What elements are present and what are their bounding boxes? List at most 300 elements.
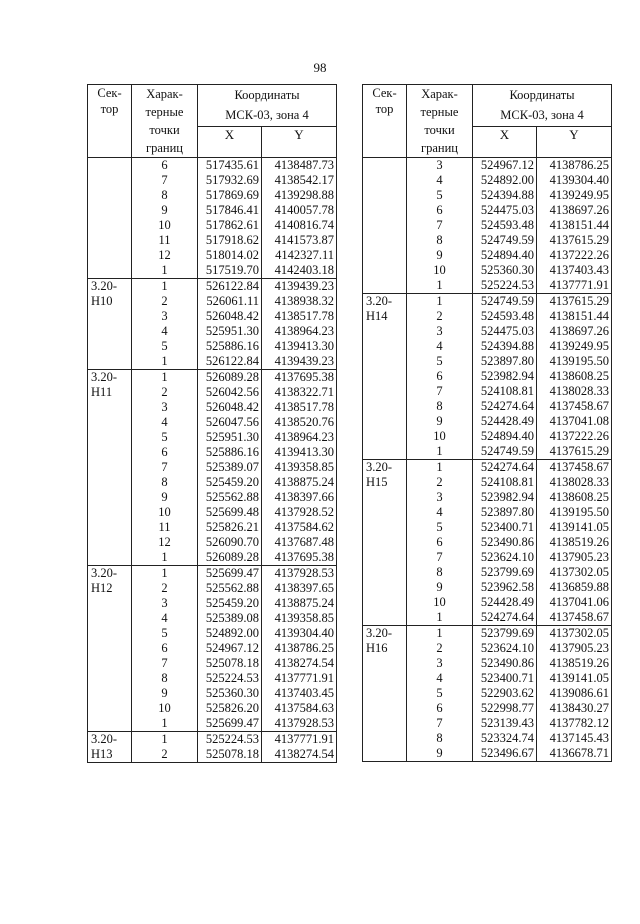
y-cell: 4139413.30 <box>262 339 337 354</box>
x-cell: 524749.59 <box>473 294 537 310</box>
x-cell: 525886.16 <box>198 445 262 460</box>
point-cell: 4 <box>161 415 168 429</box>
x-cell: 525562.88 <box>198 490 262 505</box>
point-cell: 11 <box>158 233 171 247</box>
point-cell: 1 <box>161 263 168 277</box>
table-row <box>363 701 612 716</box>
sector-cell <box>88 203 132 218</box>
point-cell: 4 <box>436 505 443 519</box>
x-cell: 525389.07 <box>198 460 262 475</box>
x-cell: 524749.59 <box>473 233 537 248</box>
table-row <box>363 324 612 339</box>
sector-cell <box>363 263 407 278</box>
point-cell: 9 <box>436 580 443 594</box>
sector-cell <box>363 505 407 520</box>
point-cell: 7 <box>436 716 443 730</box>
x-cell: 526122.84 <box>198 279 262 295</box>
table-row <box>88 490 337 505</box>
table-row <box>88 158 337 174</box>
y-cell: 4138964.23 <box>262 430 337 445</box>
sector-cell <box>363 233 407 248</box>
x-cell: 524274.64 <box>473 610 537 626</box>
table-row <box>363 716 612 731</box>
x-cell: 517918.62 <box>198 233 262 248</box>
point-cell: 6 <box>436 369 443 383</box>
y-cell: 4138608.25 <box>537 369 612 384</box>
point-cell: 1 <box>132 732 198 748</box>
y-cell: 4138430.27 <box>537 701 612 716</box>
y-cell: 4137905.23 <box>537 550 612 565</box>
point-cell: 9 <box>161 490 168 504</box>
y-cell: 4140057.78 <box>262 203 337 218</box>
y-cell: 4139249.95 <box>537 339 612 354</box>
sector-cell <box>363 218 407 233</box>
y-header: Y <box>537 127 612 158</box>
y-cell: 4137403.43 <box>537 263 612 278</box>
y-cell: 4137584.62 <box>262 520 337 535</box>
point-cell: 1 <box>407 460 473 476</box>
x-cell: 525886.16 <box>198 339 262 354</box>
x-cell: 525078.18 <box>198 656 262 671</box>
point-cell: 8 <box>161 671 168 685</box>
sector-cell: 3.20- <box>363 626 407 642</box>
x-cell: 526089.28 <box>198 550 262 566</box>
sector-header-line: тор <box>375 102 394 116</box>
y-cell: 4138274.54 <box>262 747 337 763</box>
y-cell: 4138519.26 <box>537 656 612 671</box>
sector-cell <box>363 248 407 263</box>
y-cell: 4137615.29 <box>537 233 612 248</box>
y-cell: 4137222.26 <box>537 429 612 444</box>
point-cell: 2 <box>161 385 168 399</box>
sector-cell <box>363 550 407 565</box>
point-cell: 3 <box>407 158 473 174</box>
y-cell: 4139195.50 <box>537 354 612 369</box>
sector-cell <box>363 399 407 414</box>
sector-cell: 3.20- <box>88 279 132 295</box>
point-cell: 3 <box>161 309 168 323</box>
x-cell: 525699.47 <box>198 716 262 732</box>
sector-cell <box>88 716 132 732</box>
point-cell: 10 <box>158 218 171 232</box>
y-cell: 4137771.91 <box>262 671 337 686</box>
table-row <box>363 535 612 550</box>
point-cell: 1 <box>436 610 443 624</box>
x-cell: 523400.71 <box>473 671 537 686</box>
y-cell: 4137584.63 <box>262 701 337 716</box>
table-row <box>88 173 337 188</box>
table-row <box>363 444 612 460</box>
coords-header <box>198 85 337 127</box>
y-cell: 4137771.91 <box>537 278 612 294</box>
y-cell: 4138697.26 <box>537 203 612 218</box>
points-header-line: Харак- <box>421 87 458 101</box>
x-cell: 525224.53 <box>198 671 262 686</box>
sector-cell <box>88 490 132 505</box>
coords-header-line: Координаты <box>234 88 300 102</box>
y-cell: 4138517.78 <box>262 400 337 415</box>
points-header-line: Харак- <box>146 87 183 101</box>
table-row <box>363 399 612 414</box>
point-cell: 5 <box>436 354 443 368</box>
y-cell: 4139439.23 <box>262 279 337 295</box>
sector-cell <box>363 278 407 294</box>
y-cell: 4139413.30 <box>262 445 337 460</box>
point-cell: 10 <box>433 595 446 609</box>
y-header: Y <box>262 127 337 158</box>
sector-cell <box>88 430 132 445</box>
sector-cell <box>88 263 132 279</box>
x-cell: 523799.69 <box>473 626 537 642</box>
y-cell: 4138520.76 <box>262 415 337 430</box>
table-row <box>88 566 337 582</box>
table-row <box>363 369 612 384</box>
y-cell: 4138517.78 <box>262 309 337 324</box>
table-row <box>88 611 337 626</box>
y-cell: 4139358.85 <box>262 611 337 626</box>
point-cell: 5 <box>161 626 168 640</box>
point-cell: 9 <box>436 248 443 262</box>
table-row <box>88 716 337 732</box>
sector-cell <box>88 248 132 263</box>
table-row <box>88 535 337 550</box>
sector-cell <box>88 520 132 535</box>
sector-cell <box>88 233 132 248</box>
sector-cell <box>88 550 132 566</box>
x-cell: 518014.02 <box>198 248 262 263</box>
x-cell: 517519.70 <box>198 263 262 279</box>
point-cell: 8 <box>436 399 443 413</box>
table-row <box>363 173 612 188</box>
y-cell: 4139304.40 <box>537 173 612 188</box>
x-cell: 523324.74 <box>473 731 537 746</box>
sector-cell <box>363 520 407 535</box>
y-cell: 4138487.73 <box>262 158 337 174</box>
point-cell: 5 <box>436 188 443 202</box>
point-cell: 7 <box>161 656 168 670</box>
point-cell: 5 <box>161 430 168 444</box>
point-cell: 7 <box>436 384 443 398</box>
table-row <box>88 430 337 445</box>
table-row <box>363 580 612 595</box>
x-cell: 523496.67 <box>473 746 537 762</box>
y-cell: 4137615.29 <box>537 444 612 460</box>
point-cell: 4 <box>161 324 168 338</box>
sector-cell <box>363 158 407 174</box>
sector-cell <box>88 445 132 460</box>
sector-cell: Н11 <box>88 385 132 400</box>
points-header-line: точки <box>149 123 180 137</box>
table-row <box>88 385 337 400</box>
sector-cell <box>88 158 132 174</box>
y-cell: 4137687.48 <box>262 535 337 550</box>
x-cell: 525360.30 <box>473 263 537 278</box>
x-cell: 523897.80 <box>473 354 537 369</box>
table-row <box>88 460 337 475</box>
y-cell: 4137458.67 <box>537 399 612 414</box>
table-row <box>88 475 337 490</box>
x-cell: 525459.20 <box>198 475 262 490</box>
point-cell: 3 <box>161 400 168 414</box>
sector-cell <box>88 611 132 626</box>
table-row <box>88 701 337 716</box>
x-cell: 524894.40 <box>473 429 537 444</box>
point-cell: 10 <box>433 263 446 277</box>
y-cell: 4138786.25 <box>262 641 337 656</box>
y-cell: 4137458.67 <box>537 460 612 476</box>
sector-cell: Н14 <box>363 309 407 324</box>
table-row <box>363 263 612 278</box>
table-row <box>88 188 337 203</box>
x-cell: 524108.81 <box>473 475 537 490</box>
table-row <box>88 626 337 641</box>
point-cell: 1 <box>161 716 168 730</box>
x-cell: 523400.71 <box>473 520 537 535</box>
sector-cell <box>363 339 407 354</box>
sector-cell <box>363 565 407 580</box>
y-cell: 4141573.87 <box>262 233 337 248</box>
y-cell: 4137695.38 <box>262 370 337 386</box>
x-cell: 524394.88 <box>473 339 537 354</box>
x-cell: 525562.88 <box>198 581 262 596</box>
point-cell: 10 <box>433 429 446 443</box>
sector-cell <box>88 596 132 611</box>
point-cell: 3 <box>436 656 443 670</box>
sector-cell <box>363 686 407 701</box>
point-cell: 1 <box>161 354 168 368</box>
table-row <box>363 188 612 203</box>
y-cell: 4137928.53 <box>262 716 337 732</box>
coords-header-line: МСК-03, зона 4 <box>500 108 584 122</box>
y-cell: 4137771.91 <box>262 732 337 748</box>
points-header-line: точки <box>424 123 455 137</box>
point-cell: 12 <box>158 535 171 549</box>
y-cell: 4139298.88 <box>262 188 337 203</box>
point-cell: 1 <box>407 294 473 310</box>
x-cell: 525951.30 <box>198 324 262 339</box>
table-row <box>363 429 612 444</box>
table-row <box>363 248 612 263</box>
y-cell: 4139086.61 <box>537 686 612 701</box>
x-cell: 524749.59 <box>473 444 537 460</box>
x-cell: 525826.20 <box>198 701 262 716</box>
sector-cell <box>363 369 407 384</box>
y-cell: 4142403.18 <box>262 263 337 279</box>
table-row <box>88 671 337 686</box>
sector-cell: Н12 <box>88 581 132 596</box>
x-cell: 526090.70 <box>198 535 262 550</box>
points-header-line: границ <box>146 141 183 155</box>
points-header-line: терные <box>145 105 184 119</box>
point-cell: 5 <box>436 520 443 534</box>
x-cell: 525224.53 <box>473 278 537 294</box>
sector-cell <box>363 595 407 610</box>
sector-cell <box>363 535 407 550</box>
table-row <box>363 339 612 354</box>
sector-cell: Н13 <box>88 747 132 763</box>
x-cell: 524892.00 <box>473 173 537 188</box>
sector-cell <box>88 218 132 233</box>
sector-cell <box>363 384 407 399</box>
sector-cell <box>363 490 407 505</box>
y-cell: 4137905.23 <box>537 641 612 656</box>
point-cell: 6 <box>161 445 168 459</box>
x-cell: 524967.12 <box>473 158 537 174</box>
sector-cell: Н15 <box>363 475 407 490</box>
sector-cell <box>88 475 132 490</box>
x-cell: 525459.20 <box>198 596 262 611</box>
coords-header <box>473 85 612 127</box>
point-cell: 1 <box>407 626 473 642</box>
x-cell: 517869.69 <box>198 188 262 203</box>
table-row <box>363 686 612 701</box>
sector-cell <box>363 671 407 686</box>
x-cell: 524394.88 <box>473 188 537 203</box>
table-row <box>88 324 337 339</box>
table-row <box>88 747 337 763</box>
x-cell: 525951.30 <box>198 430 262 445</box>
sector-cell <box>88 324 132 339</box>
table-row <box>88 263 337 279</box>
points-header <box>407 85 473 158</box>
sector-cell: 3.20- <box>88 732 132 748</box>
y-cell: 4137041.06 <box>537 595 612 610</box>
table-row <box>88 415 337 430</box>
x-cell: 522998.77 <box>473 701 537 716</box>
table-row <box>363 610 612 626</box>
page-number: 98 <box>313 60 327 75</box>
sector-cell <box>88 671 132 686</box>
x-cell: 524593.48 <box>473 309 537 324</box>
sector-cell <box>363 188 407 203</box>
sector-header <box>88 85 132 158</box>
y-cell: 4138519.26 <box>537 535 612 550</box>
table-row <box>363 354 612 369</box>
point-cell: 1 <box>132 370 198 386</box>
table-row <box>88 445 337 460</box>
points-header-line: границ <box>421 141 458 155</box>
y-cell: 4138028.33 <box>537 384 612 399</box>
x-cell: 525699.48 <box>198 505 262 520</box>
x-cell: 524967.12 <box>198 641 262 656</box>
point-cell: 9 <box>407 746 473 762</box>
coordinates-table-left <box>87 84 337 763</box>
y-cell: 4138697.26 <box>537 324 612 339</box>
table-row <box>363 309 612 324</box>
x-cell: 524894.40 <box>473 248 537 263</box>
y-cell: 4137403.45 <box>262 686 337 701</box>
sector-cell <box>363 656 407 671</box>
x-cell: 523490.86 <box>473 535 537 550</box>
sector-cell <box>363 610 407 626</box>
table-row <box>88 400 337 415</box>
y-cell: 4138608.25 <box>537 490 612 505</box>
table-row <box>363 565 612 580</box>
point-cell: 1 <box>161 550 168 564</box>
y-cell: 4137458.67 <box>537 610 612 626</box>
coords-header-line: Координаты <box>509 88 575 102</box>
point-cell: 3 <box>161 596 168 610</box>
sector-header-line: Сек- <box>97 86 122 100</box>
point-cell: 1 <box>436 444 443 458</box>
x-cell: 517846.41 <box>198 203 262 218</box>
table-row <box>88 354 337 370</box>
point-cell: 8 <box>436 233 443 247</box>
x-header: X <box>198 127 262 158</box>
table-row <box>88 550 337 566</box>
sector-cell <box>363 354 407 369</box>
table-row <box>363 641 612 656</box>
table-row <box>363 460 612 476</box>
table-row <box>363 294 612 310</box>
table-row <box>88 218 337 233</box>
x-cell: 523982.94 <box>473 369 537 384</box>
point-cell: 1 <box>436 278 443 292</box>
table-row <box>88 732 337 748</box>
points-header-line: терные <box>420 105 459 119</box>
sector-cell <box>88 656 132 671</box>
point-cell: 9 <box>161 203 168 217</box>
table-row <box>363 731 612 746</box>
x-cell: 526048.42 <box>198 400 262 415</box>
sector-cell <box>88 309 132 324</box>
point-cell: 8 <box>436 565 443 579</box>
x-cell: 526061.11 <box>198 294 262 309</box>
x-cell: 524892.00 <box>198 626 262 641</box>
point-cell: 2 <box>436 641 443 655</box>
point-cell: 7 <box>161 173 168 187</box>
point-cell: 6 <box>436 701 443 715</box>
sector-cell <box>88 505 132 520</box>
x-cell: 523982.94 <box>473 490 537 505</box>
sector-cell <box>88 188 132 203</box>
y-cell: 4137302.05 <box>537 565 612 580</box>
table-row <box>363 595 612 610</box>
table-row <box>363 746 612 762</box>
table-row <box>88 339 337 354</box>
point-cell: 6 <box>436 535 443 549</box>
point-cell: 3 <box>436 490 443 504</box>
table-row <box>88 505 337 520</box>
table-row <box>88 279 337 295</box>
points-header <box>132 85 198 158</box>
x-cell: 517435.61 <box>198 158 262 174</box>
sector-cell <box>363 429 407 444</box>
sector-header <box>363 85 407 158</box>
y-cell: 4138322.71 <box>262 385 337 400</box>
y-cell: 4138028.33 <box>537 475 612 490</box>
y-cell: 4138274.54 <box>262 656 337 671</box>
sector-cell: 3.20- <box>88 566 132 582</box>
x-header: X <box>473 127 537 158</box>
point-cell: 5 <box>161 339 168 353</box>
x-cell: 517862.61 <box>198 218 262 233</box>
table-row <box>88 203 337 218</box>
table-row <box>363 671 612 686</box>
x-cell: 524428.49 <box>473 414 537 429</box>
table-row <box>363 626 612 642</box>
x-cell: 525224.53 <box>198 732 262 748</box>
point-cell: 4 <box>436 173 443 187</box>
sector-cell <box>363 173 407 188</box>
x-cell: 523624.10 <box>473 641 537 656</box>
table-row <box>88 641 337 656</box>
y-cell: 4137302.05 <box>537 626 612 642</box>
sector-cell <box>88 460 132 475</box>
sector-cell <box>363 746 407 762</box>
table-row <box>88 233 337 248</box>
x-cell: 523897.80 <box>473 505 537 520</box>
